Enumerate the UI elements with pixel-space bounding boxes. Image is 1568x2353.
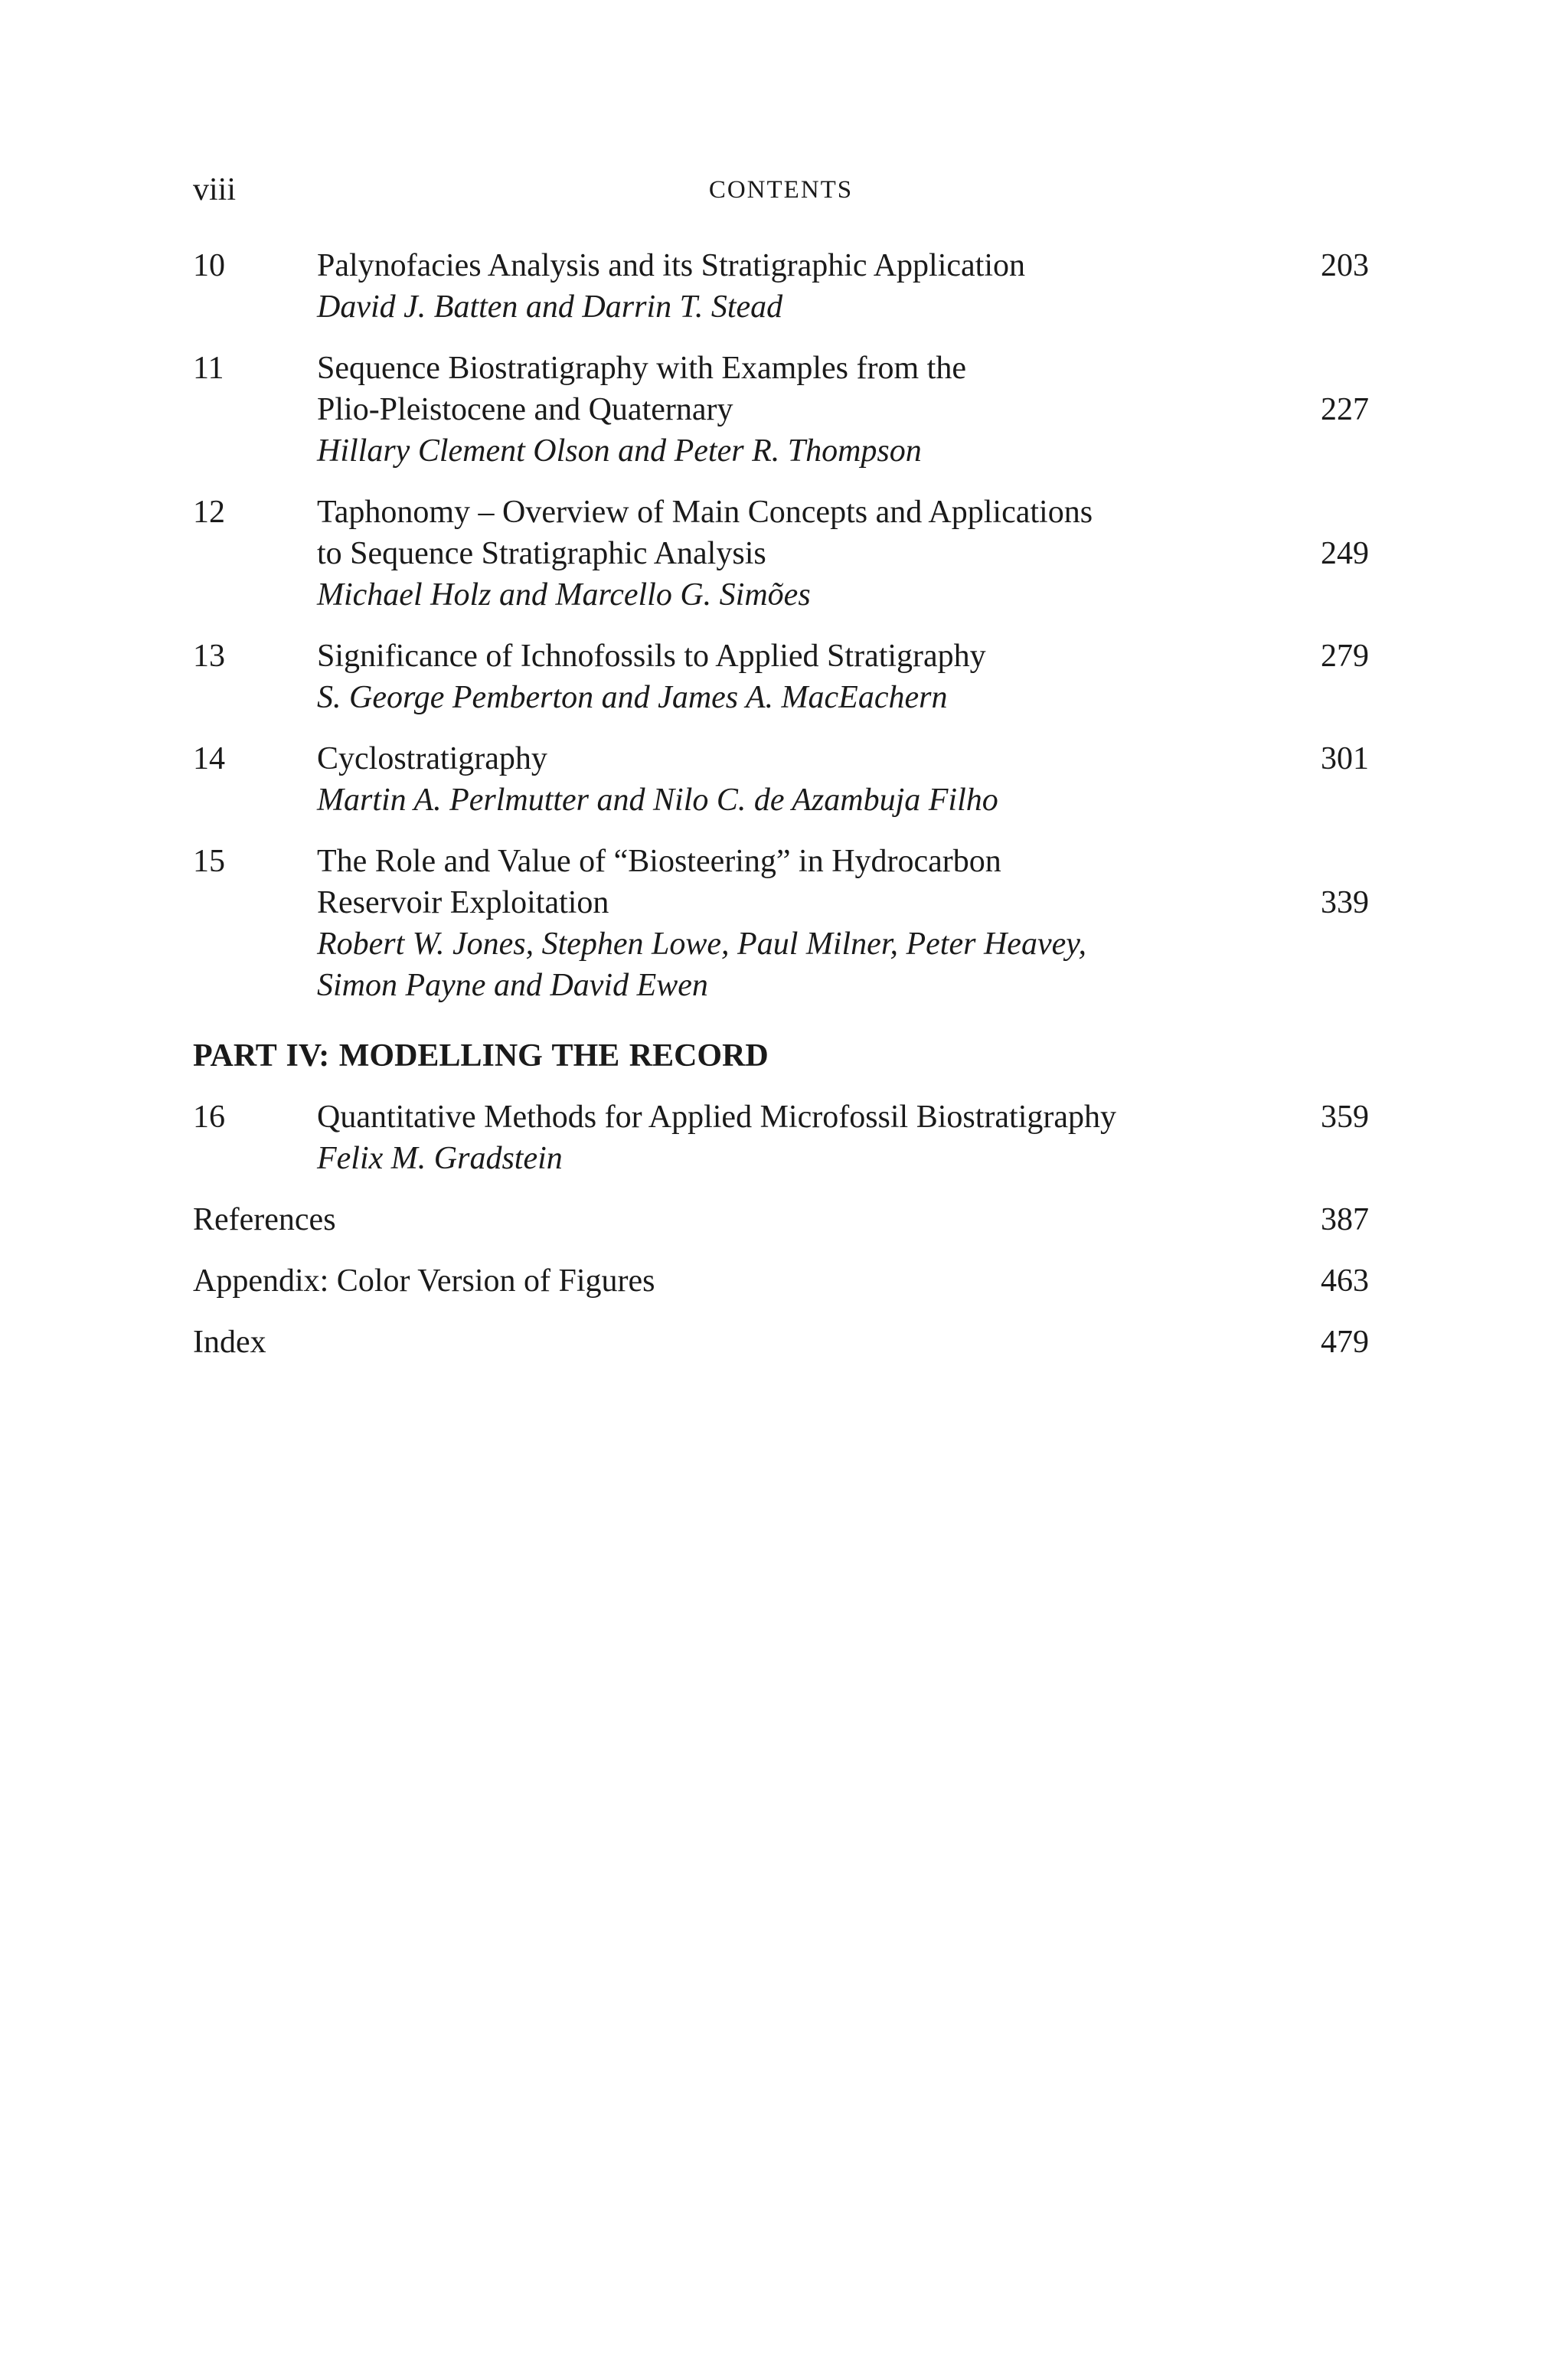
chapter-title-line: Plio-Pleistocene and Quaternary [317,392,733,427]
chapter-body [317,492,1262,616]
chapter-number: 16 [193,1100,225,1135]
page-number: 203 [1321,248,1369,283]
toc-entry [193,245,1369,328]
toc-entry [193,492,1369,616]
chapter-author-line: David J. Batten and Darrin T. Stead [317,289,783,325]
chapter-body [317,245,1262,328]
page-number: 339 [1321,885,1369,920]
chapter-author-line: Felix M. Gradstein [317,1141,563,1176]
chapter-title-line: to Sequence Stratigraphic Analysis [317,536,766,571]
chapter-body [317,636,1262,718]
chapter-author-line: S. George Pemberton and James A. MacEachern [317,680,948,715]
chapter-author-line: Robert W. Jones, Stephen Lowe, Paul Milner, Peter Heavey, [317,926,1087,962]
chapter-author-line: Martin A. Perlmutter and Nilo C. de Azambuja Filho [317,783,998,818]
running-head [193,167,1369,213]
chapter-title-line: Quantitative Methods for Applied Microfossil Biostratigraphy [317,1100,1117,1135]
chapter-body [317,738,1262,821]
toc-entry [193,1096,1369,1179]
page-number: 249 [1321,536,1369,571]
page-number: 479 [1321,1325,1369,1360]
chapter-body [317,1096,1262,1179]
toc-entry [193,636,1369,718]
chapter-title-line: Sequence Biostratigraphy with Examples from the [317,351,966,386]
part-heading: PART IV: MODELLING THE RECORD [193,1038,769,1074]
chapter-number: 10 [193,248,225,283]
part-iv-chapter-list [193,1096,1369,1179]
chapter-title-line: Palynofacies Analysis and its Stratigraphic Application [317,248,1026,283]
chapter-number: 15 [193,844,225,879]
page-number: 387 [1321,1202,1369,1237]
chapter-body [317,348,1262,472]
chapter-title-line: Reservoir Exploitation [317,885,609,920]
chapter-author-line: Michael Holz and Marcello G. Simões [317,577,811,613]
chapter-author-line: Hillary Clement Olson and Peter R. Thompson [317,433,922,469]
page-number: 227 [1321,392,1369,427]
page-folio: viii [193,172,237,208]
page-number: 301 [1321,741,1369,776]
end-matter-list [193,1199,1369,1363]
toc-entry [193,1199,1369,1240]
chapter-number: 11 [193,351,224,386]
page-number: 359 [1321,1100,1369,1135]
chapter-title-line: Significance of Ichnofossils to Applied Stratigraphy [317,639,986,674]
toc-entry [193,1322,1369,1363]
page-number: 279 [1321,639,1369,674]
chapter-number: 14 [193,741,225,776]
toc-entry [193,841,1369,1006]
chapter-title-line: Cyclostratigraphy [317,741,547,776]
chapter-title-line: The Role and Value of “Biosteering” in Hydrocarbon [317,844,1001,879]
running-head-title: CONTENTS [708,176,854,204]
chapter-author-line: Simon Payne and David Ewen [317,968,708,1003]
chapter-number: 13 [193,639,225,674]
table-of-contents [193,245,1369,1383]
toc-entry [193,738,1369,821]
chapter-body [317,841,1262,1006]
chapter-number: 12 [193,495,225,530]
end-matter-label: Index [193,1325,266,1360]
toc-entry [193,348,1369,472]
page-number: 463 [1321,1263,1369,1299]
toc-entry [193,1260,1369,1302]
end-matter-label: References [193,1202,336,1237]
end-matter-label: Appendix: Color Version of Figures [193,1263,655,1299]
chapter-list [193,245,1369,1006]
chapter-title-line: Taphonomy – Overview of Main Concepts and Applications [317,495,1093,530]
